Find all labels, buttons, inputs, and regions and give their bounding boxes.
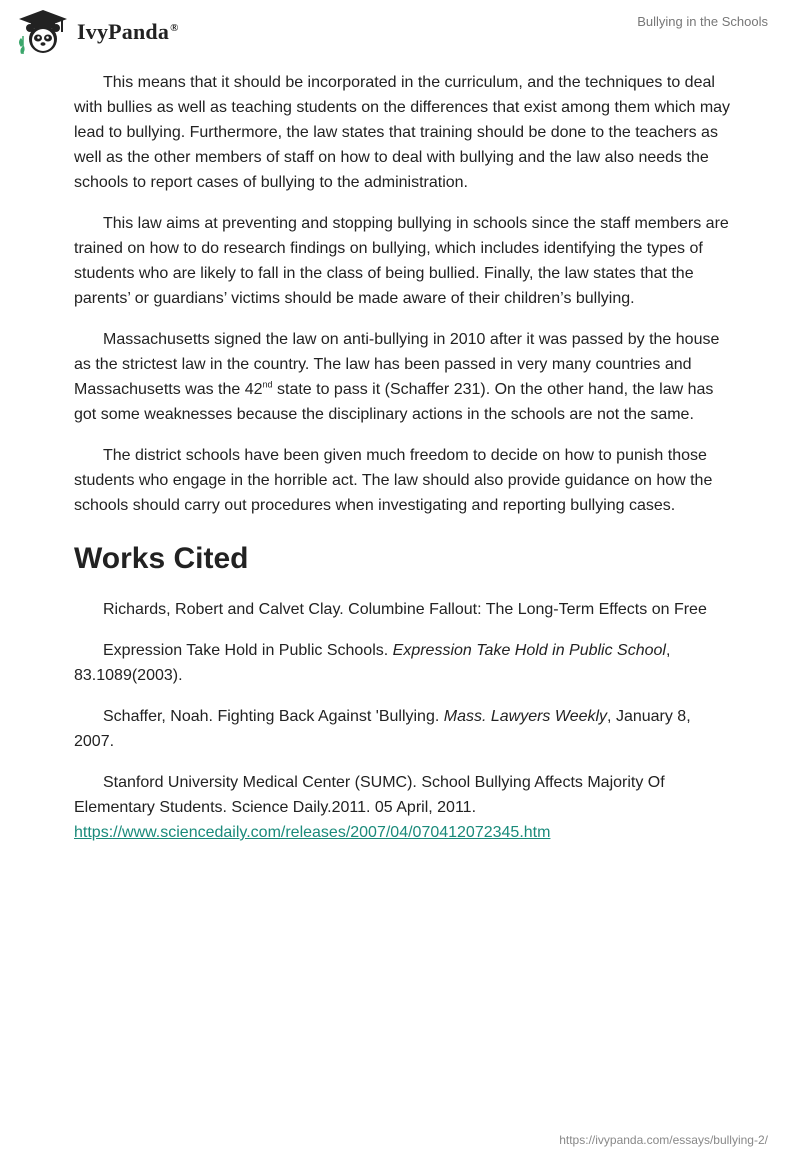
body-paragraph: This law aims at preventing and stopping bullying in schools since the staff members are trained on how to do research findings on bullying, which includes identifying the types of students who are likely to fall in the class of being bullied. Finally, the law states that the parents’ or guardians’ victims should be made aware of their children’s bullying. [74,215,729,307]
footer-url: https://ivypanda.com/essays/bullying-2/ [559,1133,768,1147]
document-title: Bullying in the Schools [637,14,768,29]
page-header [0,0,800,70]
body-paragraph: This means that it should be incorporated in the curriculum, and the techniques to deal with bullies as well as teaching students on the differences that exist among them which may lead to bullying. Furthermore, the law states that training should be done to the teachers as well as the other members of staff on how to deal with bullying and the law also needs the schools to report cases of bullying to the administration. [74,74,731,191]
essay-content [74,70,734,861]
brand-name: IvyPanda® [77,19,179,44]
ivypanda-logo[interactable] [15,8,179,56]
body-paragraph: Massachusetts signed the law on anti-bullying in 2010 after it was passed by the house as the strictest law in the country. The law has been passed in very many countries and Massachusetts was the 42nd state to pass it (Schaffer 231). On the other hand, the law has got some weaknesses because the disciplinary actions in the schools are not the same. [74,331,720,423]
citation-link[interactable]: https://www.sciencedaily.com/releases/2007/04/070412072345.htm [74,824,551,841]
citation-item: Stanford University Medical Center (SUMC). School Bullying Affects Majority Of Elementary Students. Science Daily.2011. 05 April, 2011. https://www.sciencedaily.com/releases/2007/04/070412072345.htm [74,774,665,841]
citation-item: Expression Take Hold in Public Schools. Expression Take Hold in Public School, 83.1089(2003). [74,642,671,684]
works-cited-heading: Works Cited [74,542,249,575]
body-paragraph: The district schools have been given much freedom to decide on how to punish those students who engage in the horrible act. The law should also provide guidance on how the schools should carry out procedures when investigating and reporting bullying cases. [74,447,713,514]
citation-item: Richards, Robert and Calvet Clay. Columbine Fallout: The Long-Term Effects on Free [103,601,707,618]
panda-logo-icon [15,8,71,56]
citation-item: Schaffer, Noah. Fighting Back Against 'Bullying. Mass. Lawyers Weekly, January 8, 2007. [74,708,691,750]
